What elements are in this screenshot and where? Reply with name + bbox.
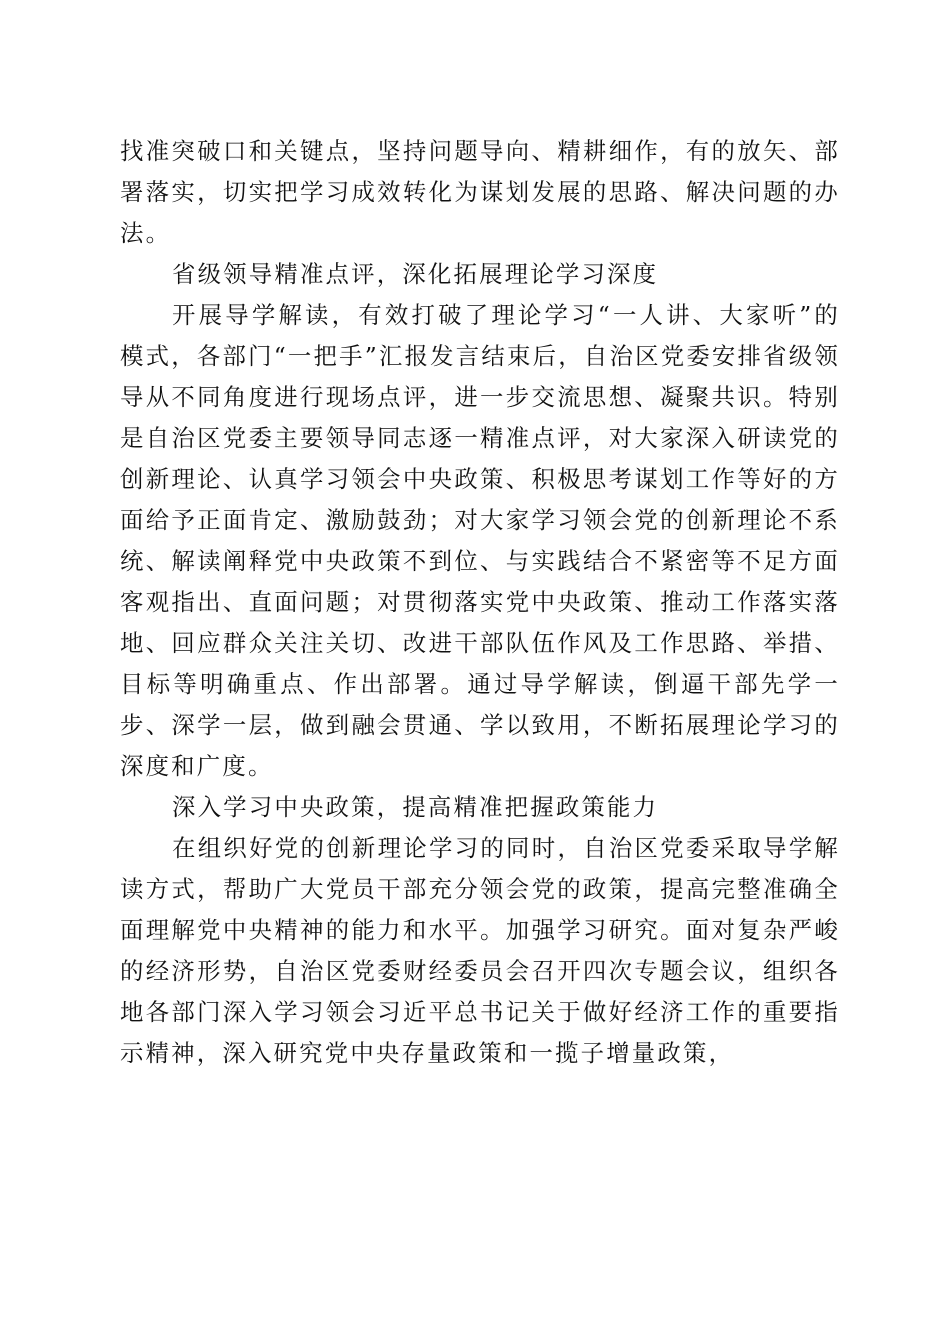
document-body [120,131,840,1074]
section-heading: 深入学习中央政策，提高精准把握政策能力 [172,793,659,821]
body-paragraph: 在组织好党的创新理论学习的同时，自治区党委采取导学解读方式，帮助广大党员干部充分领会党的政策，提高完整准确全面理解党中央精神的能力和水平。加强学习研究。面对复杂严峻的经济形势，自治区党委财经委员会召开四次专题会议，组织各地各部门深入学习领会习近平总书记关于做好经济工作的重要指示精神，深入研究党中央存量政策和一揽子增量政策， [120,834,840,1067]
section-heading: 省级领导精准点评，深化拓展理论学习深度 [172,260,659,288]
body-paragraph: 开展导学解读，有效打破了理论学习“一人讲、大家听”的模式，各部门“一把手”汇报发言结束后，自治区党委安排省级领导从不同角度进行现场点评，进一步交流思想、凝聚共识。特别是自治区党委主要领导同志逐一精准点评，对大家深入研读党的创新理论、认真学习领会中央政策、积极思考谋划工作等好的方面给予正面肯定、激励鼓劲；对大家学习领会党的创新理论不系统、解读阐释党中央政策不到位、与实践结合不紧密等不足方面客观指出、直面问题；对贯彻落实党中央政策、推动工作落实落地、回应群众关注关切、改进干部队伍作风及工作思路、举措、目标等明确重点、作出部署。通过导学解读，倒逼干部先学一步、深学一层，做到融会贯通、学以致用，不断拓展理论学习的深度和广度。 [120,301,840,780]
body-paragraph: 找准突破口和关键点，坚持问题导向、精耕细作，有的放矢、部署落实，切实把学习成效转化为谋划发展的思路、解决问题的办法。 [120,137,840,247]
